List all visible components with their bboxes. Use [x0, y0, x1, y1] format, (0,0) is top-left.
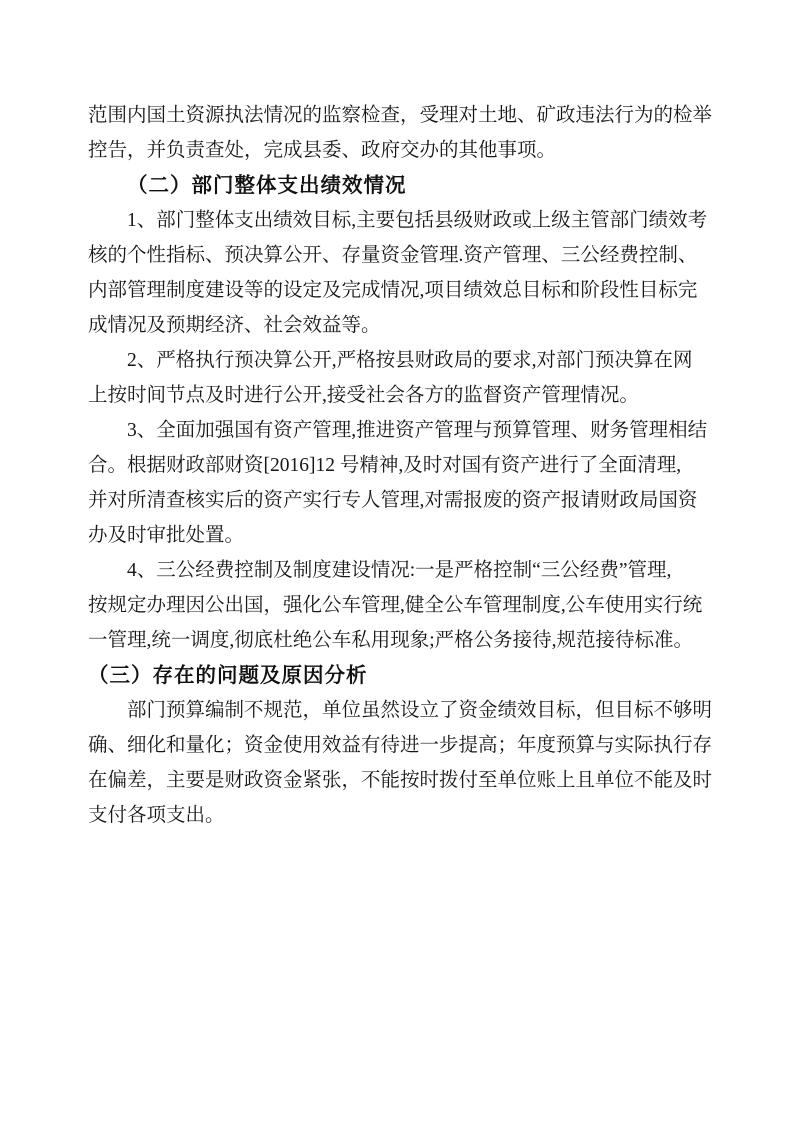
text-line: 2、严格执行预决算公开,严格按县财政局的要求,对部门预决算在网	[127, 350, 693, 371]
document-lines	[88, 98, 716, 833]
text-line: 部门预算编制不规范，单位虽然设立了资金绩效目标，但目标不够明	[127, 700, 713, 721]
text-line: 4、三公经费控制及制度建设情况:一是严格控制“三公经费”管理,	[127, 560, 672, 581]
text-line: 合。根据财政部财资[2016]12 号精神,及时对国有资产进行了全面清理,	[88, 455, 682, 476]
text-line: 内部管理制度建设等的设定及完成情况,项目绩效总目标和阶段性目标完	[88, 280, 698, 301]
section-heading: （二）部门整体支出绩效情况	[127, 174, 407, 197]
text-line: 3、全面加强国有资产管理,推进资产管理与预算管理、财务管理相结	[127, 420, 708, 441]
text-line: 在偏差，主要是财政资金紧张，不能按时拨付至单位账上且单位不能及时	[88, 770, 713, 791]
text-line: 范围内国土资源执法情况的监察检查，受理对土地、矿政违法行为的检举	[88, 105, 713, 126]
text-line: 支付各项支出。	[88, 805, 225, 826]
text-line: 确、细化和量化；资金使用效益有待进一步提高；年度预算与实际执行存	[88, 735, 713, 756]
text-line: 控告，并负责查处，完成县委、政府交办的其他事项。	[88, 140, 557, 161]
text-line: 一管理,统一调度,彻底杜绝公车私用现象;严格公务接待,规范接待标准。	[88, 630, 694, 651]
section-heading: （三）存在的问题及原因分析	[88, 664, 368, 687]
text-line: 核的个性指标、预决算公开、存量资金管理.资产管理、三公经费控制、	[88, 245, 698, 266]
text-line: 上按时间节点及时进行公开,接受社会各方的监督资产管理情况。	[88, 385, 639, 406]
document-content	[88, 98, 716, 833]
text-line: 办及时审批处置。	[88, 525, 245, 546]
text-line: 并对所清查核实后的资产实行专人管理,对需报废的资产报请财政局国资	[88, 490, 698, 511]
text-line: 按规定办理因公出国，强化公车管理,健全公车管理制度,公车使用实行统	[88, 595, 703, 616]
text-line: 1、部门整体支出绩效目标,主要包括县级财政或上级主管部门绩效考	[127, 210, 708, 231]
text-line: 成情况及预期经济、社会效益等。	[88, 315, 381, 336]
